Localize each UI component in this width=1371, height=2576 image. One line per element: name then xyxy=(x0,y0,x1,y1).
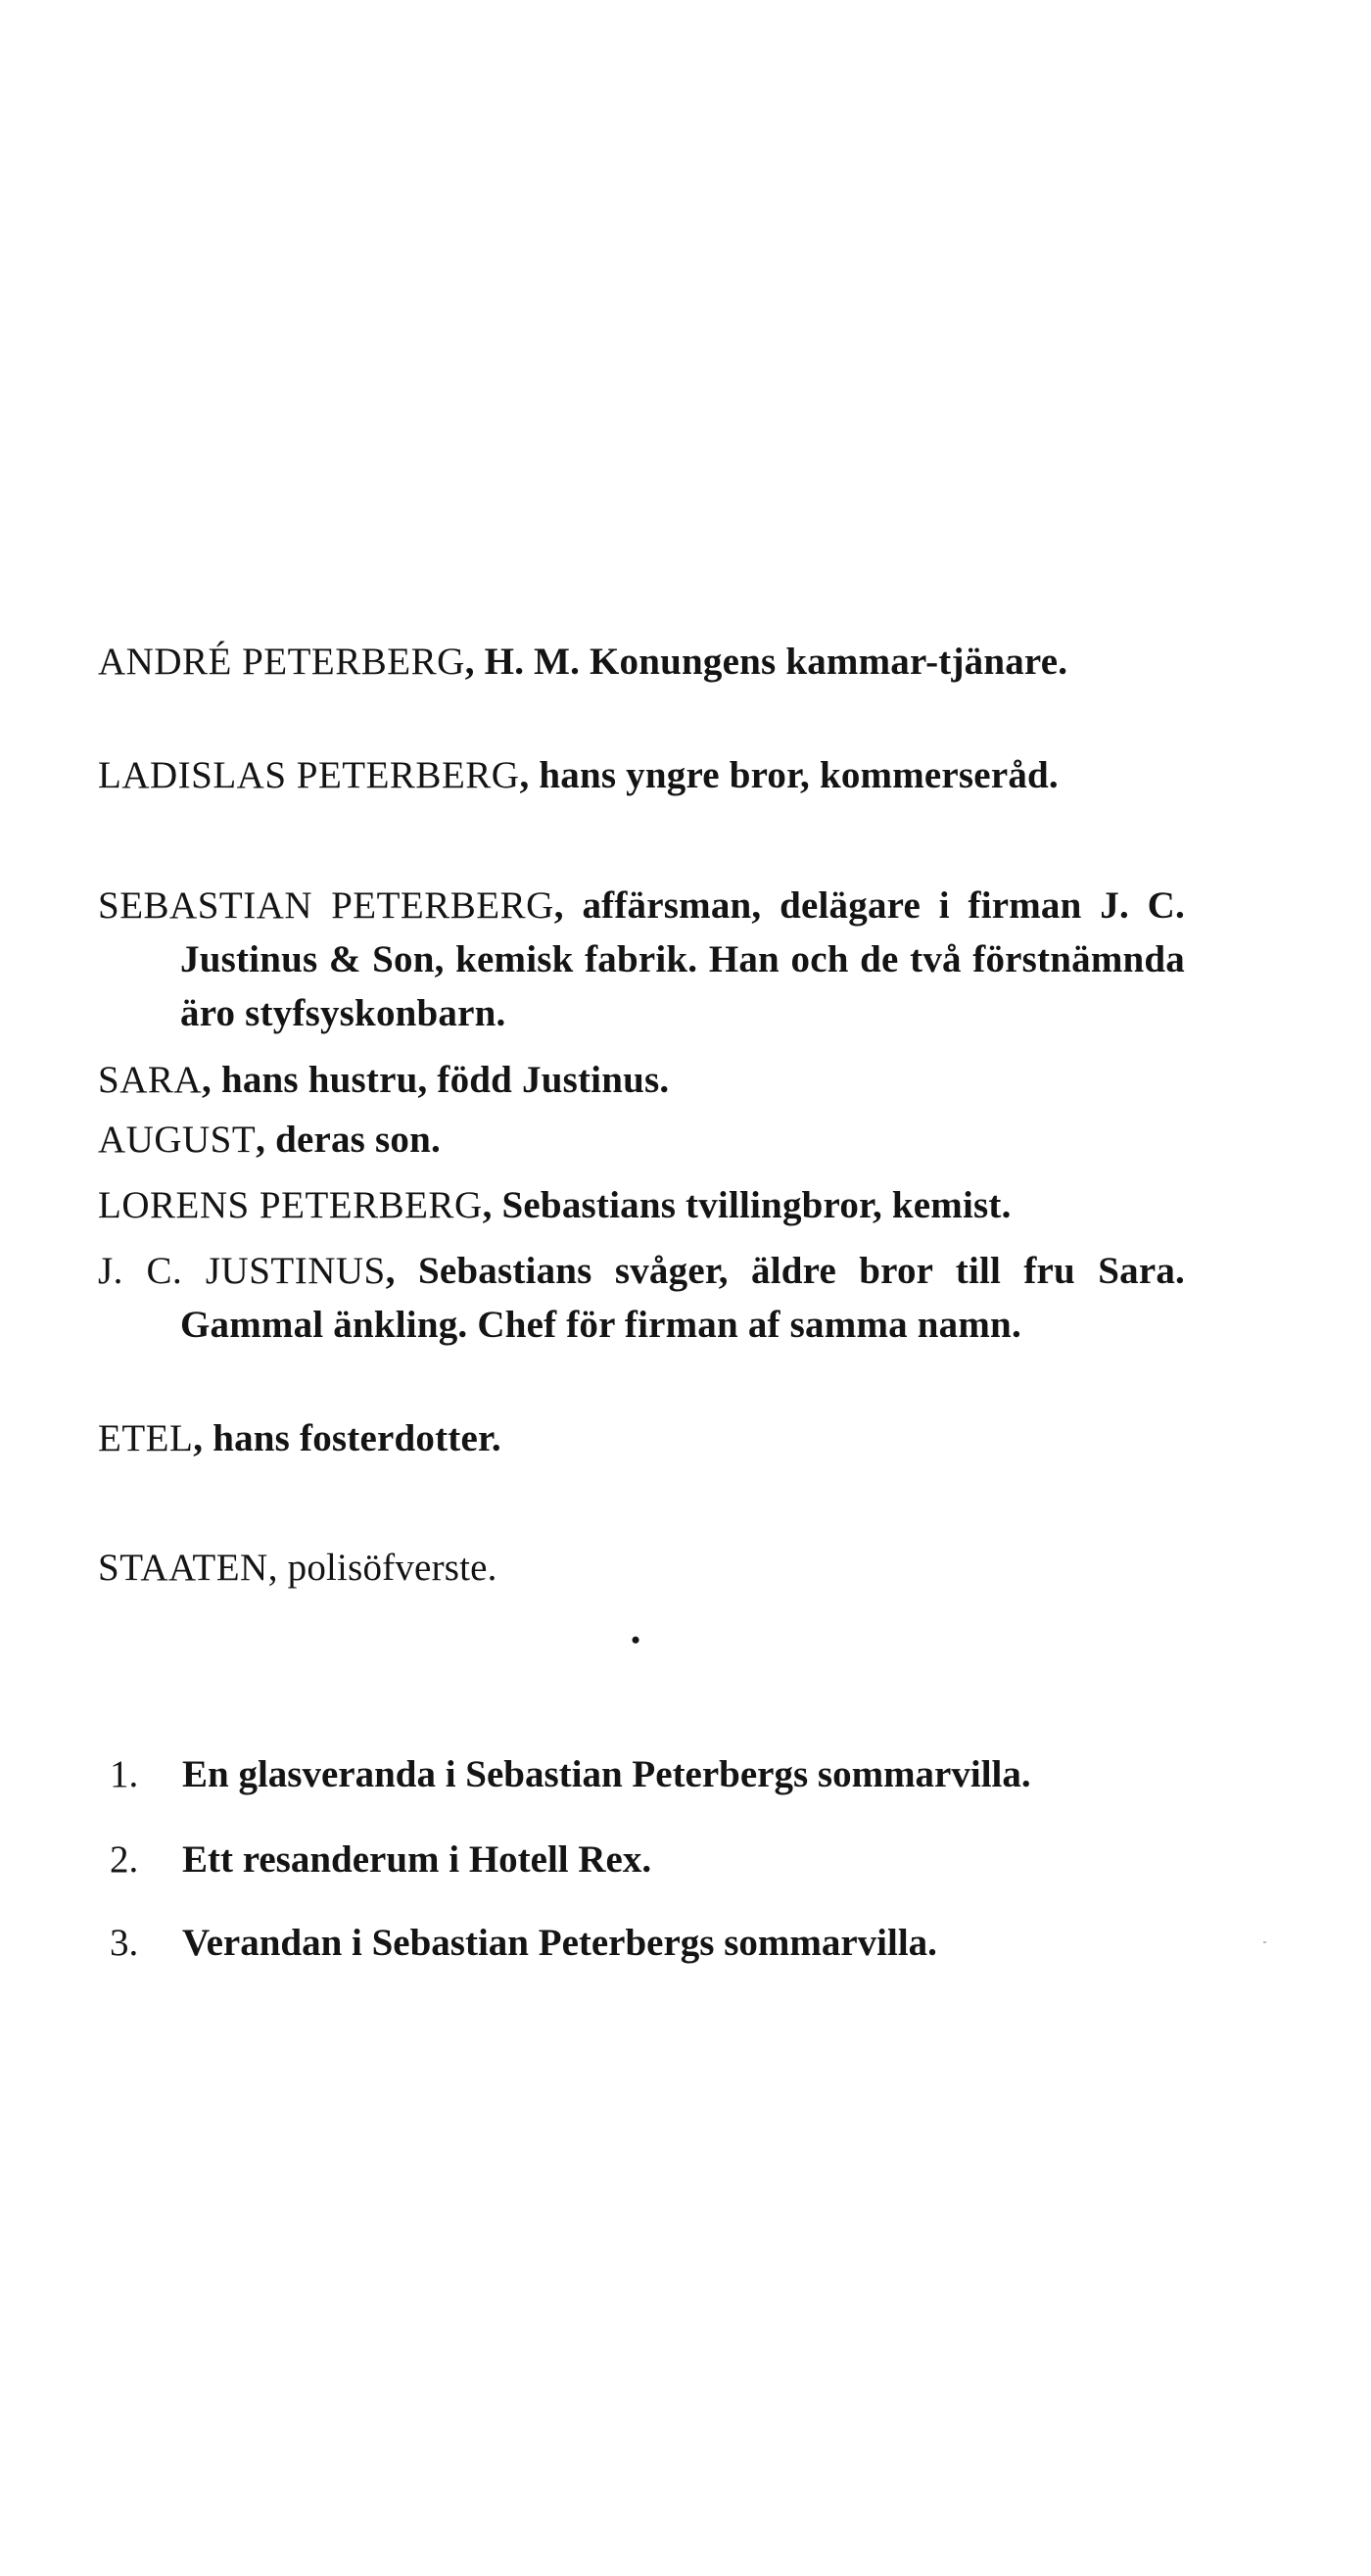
character-entry-staaten xyxy=(98,1541,1185,1595)
character-name: AUGUST xyxy=(98,1119,257,1161)
section-ornament: • xyxy=(631,1626,640,1654)
character-name: SEBASTIAN PETERBERG xyxy=(98,884,554,927)
scene-text: Ett resanderum i Hotell Rex. xyxy=(182,1838,652,1881)
scene-text: Verandan i Sebastian Peterbergs sommarvilla. xyxy=(182,1922,937,1964)
character-entry-justinus xyxy=(98,1244,1185,1352)
scene-number: 3. xyxy=(110,1922,139,1964)
character-entry-august xyxy=(98,1113,1185,1167)
character-description: , hans hustru, född Justinus. xyxy=(202,1059,670,1101)
character-description: , hans yngre bror, kommerseråd. xyxy=(519,754,1059,796)
character-description: , H. M. Konungens kammar-tjänare. xyxy=(464,641,1068,683)
scan-speck xyxy=(1263,1941,1266,1943)
character-entry-ladislas xyxy=(98,748,1185,802)
character-entry-sara xyxy=(98,1053,1185,1107)
scene-item xyxy=(110,1916,1206,1970)
character-description: , polisöfverste. xyxy=(267,1547,497,1589)
character-name: J. C. JUSTINUS xyxy=(98,1250,386,1292)
scene-number: 2. xyxy=(110,1838,139,1881)
character-name: STAATEN xyxy=(98,1547,268,1589)
character-description: , hans fosterdotter. xyxy=(193,1417,501,1459)
character-entry-etel xyxy=(98,1411,1185,1465)
character-name: LADISLAS PETERBERG xyxy=(98,754,520,796)
character-name: LORENS PETERBERG xyxy=(98,1184,483,1226)
character-description: , affärsman, delägare i firman J. C. Justinus & Son, kemisk fabrik. Han och de två förstnämnda äro styfsyskonbarn. xyxy=(180,884,1186,1034)
character-description: , deras son. xyxy=(256,1119,441,1161)
scene-item xyxy=(110,1833,1206,1886)
character-entry-sebastian xyxy=(98,879,1185,1040)
character-description: , Sebastians tvillingbror, kemist. xyxy=(482,1184,1012,1226)
character-name: SARA xyxy=(98,1059,203,1101)
character-entry-lorens xyxy=(98,1178,1185,1232)
character-name: ETEL xyxy=(98,1417,194,1459)
scene-text: En glasveranda i Sebastian Peterbergs sommarvilla. xyxy=(182,1753,1031,1795)
character-entry-andre xyxy=(98,635,1185,689)
character-name: ANDRÉ PETERBERG xyxy=(98,641,465,683)
character-description: , Sebastians svåger, äldre bror till fru Sara. Gammal änkling. Chef för firman af samma namn. xyxy=(180,1250,1185,1346)
scene-number: 1. xyxy=(110,1753,139,1795)
scene-item xyxy=(110,1747,1206,1801)
